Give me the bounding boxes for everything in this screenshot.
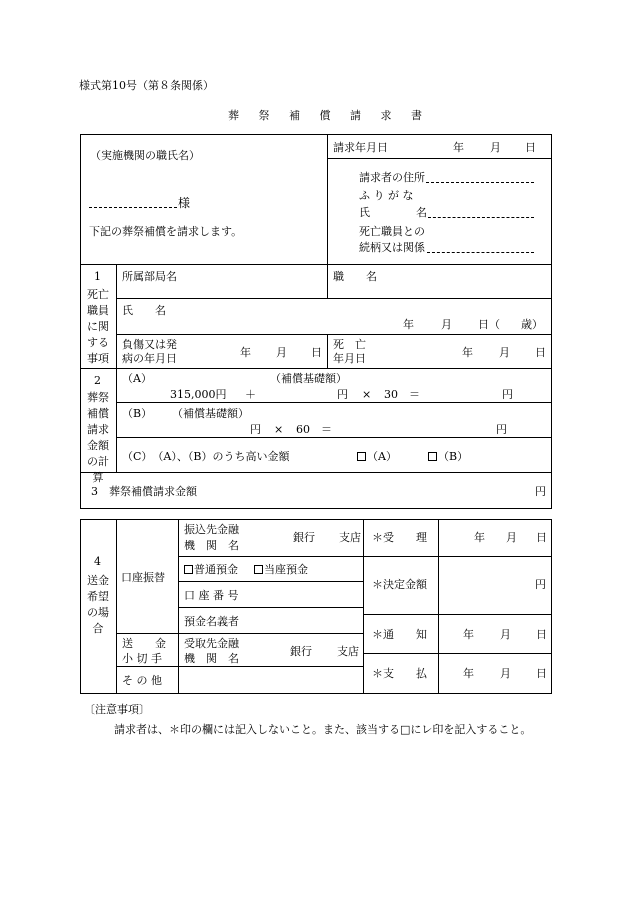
b-label: （B）: [122, 407, 153, 420]
address-line[interactable]: [426, 182, 534, 183]
death-year: 年: [462, 346, 473, 359]
receive-bank-label: 銀行: [290, 645, 312, 658]
notes-heading: 〔注意事項〕: [84, 703, 150, 716]
section4-number: 4: [94, 555, 101, 568]
death-month: 月: [499, 346, 510, 359]
deposit-current-checkbox[interactable]: [254, 565, 263, 574]
request-date-year: 年: [453, 141, 464, 154]
decided-amount-label: ＊決定金額: [372, 578, 427, 591]
receive-bank-label-1: 受取先金融: [184, 637, 239, 650]
injury-day: 日: [311, 346, 322, 359]
injury-month: 月: [276, 346, 287, 359]
birth-year: 年: [403, 318, 414, 331]
b-result-yen: 円: [496, 423, 507, 436]
address-label: 請求者の住所: [359, 171, 425, 184]
option-a[interactable]: [357, 450, 397, 463]
notice-year: 年: [463, 628, 474, 641]
name-label-2: 名: [416, 206, 427, 219]
option-a-label: （A）: [367, 450, 397, 463]
section1-number: 1: [94, 270, 101, 283]
age-paren: （: [489, 318, 500, 331]
a-multiplier: 30: [384, 388, 398, 401]
section2-number: 2: [94, 374, 101, 387]
c-label: （C） （A）、（B）のうち高い金額: [122, 450, 290, 463]
name-line[interactable]: [428, 217, 534, 218]
request-date-day: 日: [525, 141, 536, 154]
a-times: ×: [362, 388, 372, 401]
relation-label-1: 死亡職員との: [359, 225, 425, 238]
bank-label: 銀行: [293, 531, 315, 544]
option-b[interactable]: [428, 450, 468, 463]
sama-label: 様: [178, 196, 191, 210]
notice-day: 日: [536, 628, 547, 641]
a-plus: ＋: [245, 388, 256, 401]
relation-line[interactable]: [427, 252, 534, 253]
injury-label-2: 病の年月日: [122, 352, 177, 365]
birth-day: 日: [478, 318, 489, 331]
request-date-label: 請求年月日: [333, 141, 388, 154]
request-date-month: 月: [490, 141, 501, 154]
injury-label-1: 負傷又は発: [122, 338, 177, 351]
death-label-1: 死 亡: [333, 338, 366, 351]
deposit-current[interactable]: [254, 563, 308, 576]
option-b-checkbox[interactable]: [428, 452, 437, 461]
account-transfer-label: 口座振替: [121, 571, 165, 584]
reception-day: 日: [536, 531, 547, 544]
dept-label: 所属部局名: [122, 270, 177, 283]
account-number-label: 口 座 番 号: [184, 589, 239, 602]
agency-label: （実施機関の職氏名）: [90, 149, 200, 162]
death-label-2: 年月日: [333, 352, 366, 365]
b-times: ×: [274, 423, 284, 436]
payment-year: 年: [463, 667, 474, 680]
branch-label: 支店: [339, 531, 361, 544]
section4-label: 送金希望の場合: [87, 574, 109, 635]
reception-month: 月: [506, 531, 517, 544]
injury-year: 年: [240, 346, 251, 359]
decided-amount-yen: 円: [535, 578, 546, 591]
death-day: 日: [535, 346, 546, 359]
name-label-1: 氏: [359, 206, 370, 219]
a-label: （A）: [122, 372, 152, 385]
a-basic-yen: 円: [337, 388, 348, 401]
receive-bank-label-2: 機 関 名: [184, 652, 239, 665]
section3-yen: 円: [535, 485, 546, 498]
age-label: 歳）: [521, 318, 543, 331]
check-label-1: 送 金: [122, 637, 166, 650]
a-result-yen: 円: [502, 388, 513, 401]
deposit-ordinary-checkbox[interactable]: [184, 565, 193, 574]
a-basic-label: （補償基礎額）: [270, 372, 347, 385]
relation-label-2: 続柄又は関係: [359, 241, 425, 254]
b-multiplier: 60: [296, 423, 310, 436]
receive-branch-label: 支店: [337, 645, 359, 658]
deposit-ordinary[interactable]: [184, 563, 238, 576]
section3-label: 3 葬祭補償請求金額: [91, 485, 197, 498]
section2-label: 葬祭補償請求金額の計算: [87, 391, 109, 484]
deposit-ordinary-label: 普通預金: [194, 563, 238, 576]
section1-label: 死亡職員に関する事項: [87, 288, 109, 365]
reception-label: ＊受 理: [372, 531, 427, 544]
check-label-2: 小 切 手: [122, 652, 162, 665]
a-equals: ＝: [409, 388, 420, 401]
payment-day: 日: [536, 667, 547, 680]
b-basic-label: （補償基礎額）: [172, 407, 249, 420]
page-title: 葬 祭 補 償 請 求 書: [228, 109, 430, 122]
furigana-label: ふ り が な: [359, 189, 414, 202]
a-base-amount: 315,000円: [170, 388, 227, 401]
deceased-name-label: 氏 名: [122, 304, 166, 317]
notice-label: ＊通 知: [372, 628, 427, 641]
birth-month: 月: [441, 318, 452, 331]
other-label: そ の 他: [122, 674, 162, 687]
position-label: 職 名: [333, 270, 377, 283]
deposit-current-label: 当座預金: [264, 563, 308, 576]
option-a-checkbox[interactable]: [357, 452, 366, 461]
notes-text: 請求者は、＊印の欄には記入しないこと。また、該当する□にレ印を記入すること。: [114, 723, 532, 736]
bank-label-1: 振込先金融: [184, 523, 239, 536]
payment-label: ＊支 払: [372, 667, 427, 680]
payment-month: 月: [500, 667, 511, 680]
option-b-label: （B）: [438, 450, 469, 463]
reception-year: 年: [474, 531, 485, 544]
request-text: 下記の葬祭補償を請求します。: [89, 225, 243, 238]
form-number: 様式第10号（第８条関係）: [79, 79, 214, 92]
account-holder-label: 預金名義者: [184, 615, 239, 628]
b-basic-yen: 円: [250, 423, 261, 436]
b-equals: ＝: [321, 423, 332, 436]
bank-label-2: 機 関 名: [184, 539, 239, 552]
notice-month: 月: [500, 628, 511, 641]
agency-name-line[interactable]: [89, 207, 177, 208]
